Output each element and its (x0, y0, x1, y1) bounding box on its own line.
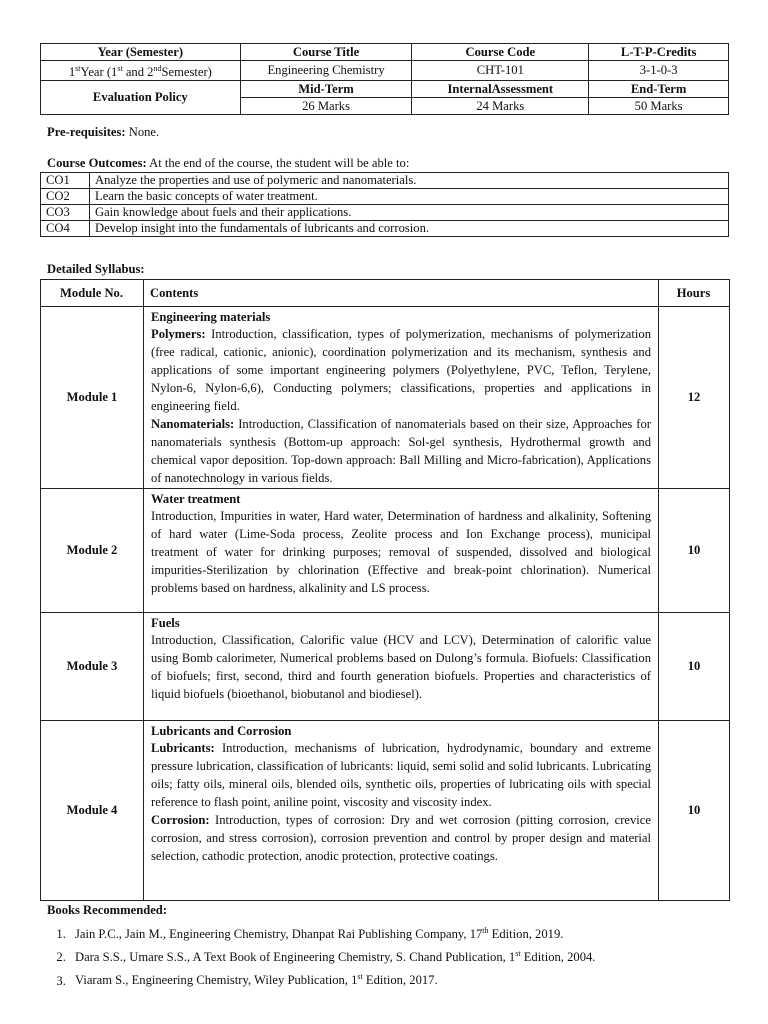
subtopic-text: Introduction, classification, types of polymerization, mechanisms of polymerization (free radical, cationic, anionic), coordination polymerization and its mechanism, synthesis and applications of some important engineering polymers (Polyethylene, PVC, Teflon, Terylene, Nylon-6, Nylon-6,6), Conducting polymers; classifications, properties and applications in engineering field. (151, 327, 651, 413)
book-text-end: Edition, 2017. (362, 973, 438, 988)
course-code-heading: Course Code (412, 44, 589, 61)
book-text: Viaram S., Engineering Chemistry, Wiley Publication, 1 (75, 973, 358, 988)
module-title: Fuels (151, 616, 180, 630)
module-title: Engineering materials (151, 310, 271, 324)
year-semester-value (41, 61, 241, 81)
book-text: Jain P.C., Jain M., Engineering Chemistry, Dhanpat Rai Publishing Company, 17 (75, 927, 483, 942)
course-info-table (40, 43, 729, 115)
module-number: Module 3 (41, 613, 144, 721)
outcome-text: Analyze the properties and use of polymeric and nanomaterials. (90, 173, 729, 189)
outcome-text: Learn the basic concepts of water treatment. (90, 189, 729, 205)
module-hours: 12 (659, 307, 730, 489)
book-ordinal: st (515, 949, 521, 959)
course-code-value: CHT-101 (412, 61, 589, 81)
course-title-value: Engineering Chemistry (240, 61, 412, 81)
table-row (41, 613, 730, 721)
header-values-row (41, 61, 729, 81)
outcome-text: Gain knowledge about fuels and their applications. (90, 205, 729, 221)
subtopic-text: Introduction, mechanisms of lubrication, hydrodynamic, boundary and extreme pressure lubrication, classification of lubricants: liquid, semi solid and solid lubricants. Lubricating oils; fatty oils, mineral oils, blended oils, synthetic oils, properties of lubricating oils with special reference to flash point, aniline point, viscosity and viscosity index. (151, 741, 651, 809)
header-row (41, 44, 729, 61)
ltp-credits-heading: L-T-P-Credits (589, 44, 729, 61)
mid-term-heading: Mid-Term (240, 81, 412, 98)
syllabus-table (40, 279, 730, 901)
detailed-syllabus-label: Detailed Syllabus: (47, 262, 145, 276)
module-title: Lubricants and Corrosion (151, 724, 292, 738)
course-title-heading: Course Title (240, 44, 412, 61)
contents-heading: Contents (144, 280, 659, 307)
course-outcomes-label: Course Outcomes: (47, 156, 147, 170)
module-hours: 10 (659, 489, 730, 613)
prerequisites (47, 124, 159, 140)
outcome-code: CO4 (41, 221, 90, 237)
syllabus-header-row (41, 280, 730, 307)
book-list (47, 921, 595, 991)
book-text: Dara S.S., Umare S.S., A Text Book of Engineering Chemistry, S. Chand Publication, 1 (75, 950, 516, 965)
table-row (41, 489, 730, 613)
module-title: Water treatment (151, 492, 241, 506)
module-number: Module 4 (41, 721, 144, 901)
books-recommended-label: Books Recommended: (47, 903, 167, 917)
end-term-heading: End-Term (589, 81, 729, 98)
course-outcomes-text: At the end of the course, the student will be able to: (146, 156, 410, 170)
subtopic-label: Corrosion: (151, 813, 210, 827)
table-row (41, 189, 729, 205)
table-row (41, 173, 729, 189)
internal-assessment-marks: 24 Marks (412, 98, 589, 115)
subtopic-label: Nanomaterials: (151, 417, 235, 431)
module-contents (144, 721, 659, 901)
prerequisites-label: Pre-requisites: (47, 125, 126, 139)
year-semester-text: 1stYear (1st and 2ndSemester) (68, 64, 212, 80)
outcome-code: CO1 (41, 173, 90, 189)
outcome-code: CO2 (41, 189, 90, 205)
book-text-end: Edition, 2004. (520, 950, 596, 965)
book-ordinal: th (482, 926, 489, 935)
book-text-end: Edition, 2019. (488, 927, 564, 942)
end-term-marks: 50 Marks (589, 98, 729, 115)
internal-assessment-heading: InternalAssessment (412, 81, 589, 98)
table-row (41, 307, 730, 489)
subtopic-text: Introduction, Classification of nanomaterials based on their size, Approaches for nanomaterials synthesis (Bottom-up approach: Sol-gel synthesis, Hydrothermal growth and chemical vapor deposition. Top-down approach: Ball Milling and Micro-fabrication), Applications of nanotechnology in various fields. (151, 417, 651, 485)
list-item (69, 944, 595, 967)
prerequisites-value: None. (125, 125, 160, 139)
outcome-code: CO3 (41, 205, 90, 221)
hours-heading: Hours (659, 280, 730, 307)
module-hours: 10 (659, 613, 730, 721)
evaluation-policy-label: Evaluation Policy (41, 81, 241, 115)
module-no-heading: Module No. (41, 280, 144, 307)
list-item (69, 967, 595, 990)
outcome-text: Develop insight into the fundamentals of lubricants and corrosion. (90, 221, 729, 237)
module-contents (144, 489, 659, 613)
subtopic-label: Lubricants: (151, 741, 215, 755)
table-row (41, 205, 729, 221)
subtopic-label: Polymers: (151, 327, 206, 341)
evaluation-heads-row (41, 81, 729, 98)
module-number: Module 1 (41, 307, 144, 489)
module-contents (144, 307, 659, 489)
module-text: Introduction, Classification, Calorific value (HCV and LCV), Determination of calorific value using Bomb calorimeter, Numerical problems based on Dulong’s formula. Biofuels: Classification of biofuels; first, second, third and fourth generation biofuels. Properties and characteristics of liquid biofuels (bioethanol, biobutanol and biodiesel). (151, 633, 651, 701)
ltp-credits-value: 3-1-0-3 (589, 61, 729, 81)
subtopic-text: Introduction, types of corrosion: Dry and wet corrosion (pitting corrosion, crevice corrosion, and stress corrosion), corrosion prevention and control by proper design and material selection, cathodic protection, anodic protection, protective coatings. (151, 813, 651, 863)
year-semester-heading: Year (Semester) (41, 44, 241, 61)
module-text: Introduction, Impurities in water, Hard water, Determination of hardness and alkalinity, Softening of hard water (Lime-Soda process, Zeolite process and Ion Exchange process), municipal treatment of water for drinking purposes; removal of suspended, dissolved and biological impurities-Sterilization by chlorination (Effective and break-point chlorination). Numerical problems based on hardness, alkalinity and LS process. (151, 509, 651, 595)
course-outcomes-intro (47, 155, 409, 171)
module-hours: 10 (659, 721, 730, 901)
module-contents (144, 613, 659, 721)
book-ordinal: st (357, 972, 363, 982)
list-item (69, 921, 595, 944)
table-row (41, 221, 729, 237)
books-recommended (47, 902, 595, 991)
mid-term-marks: 26 Marks (240, 98, 412, 115)
table-row (41, 721, 730, 901)
course-outcomes-table (40, 172, 729, 237)
module-number: Module 2 (41, 489, 144, 613)
